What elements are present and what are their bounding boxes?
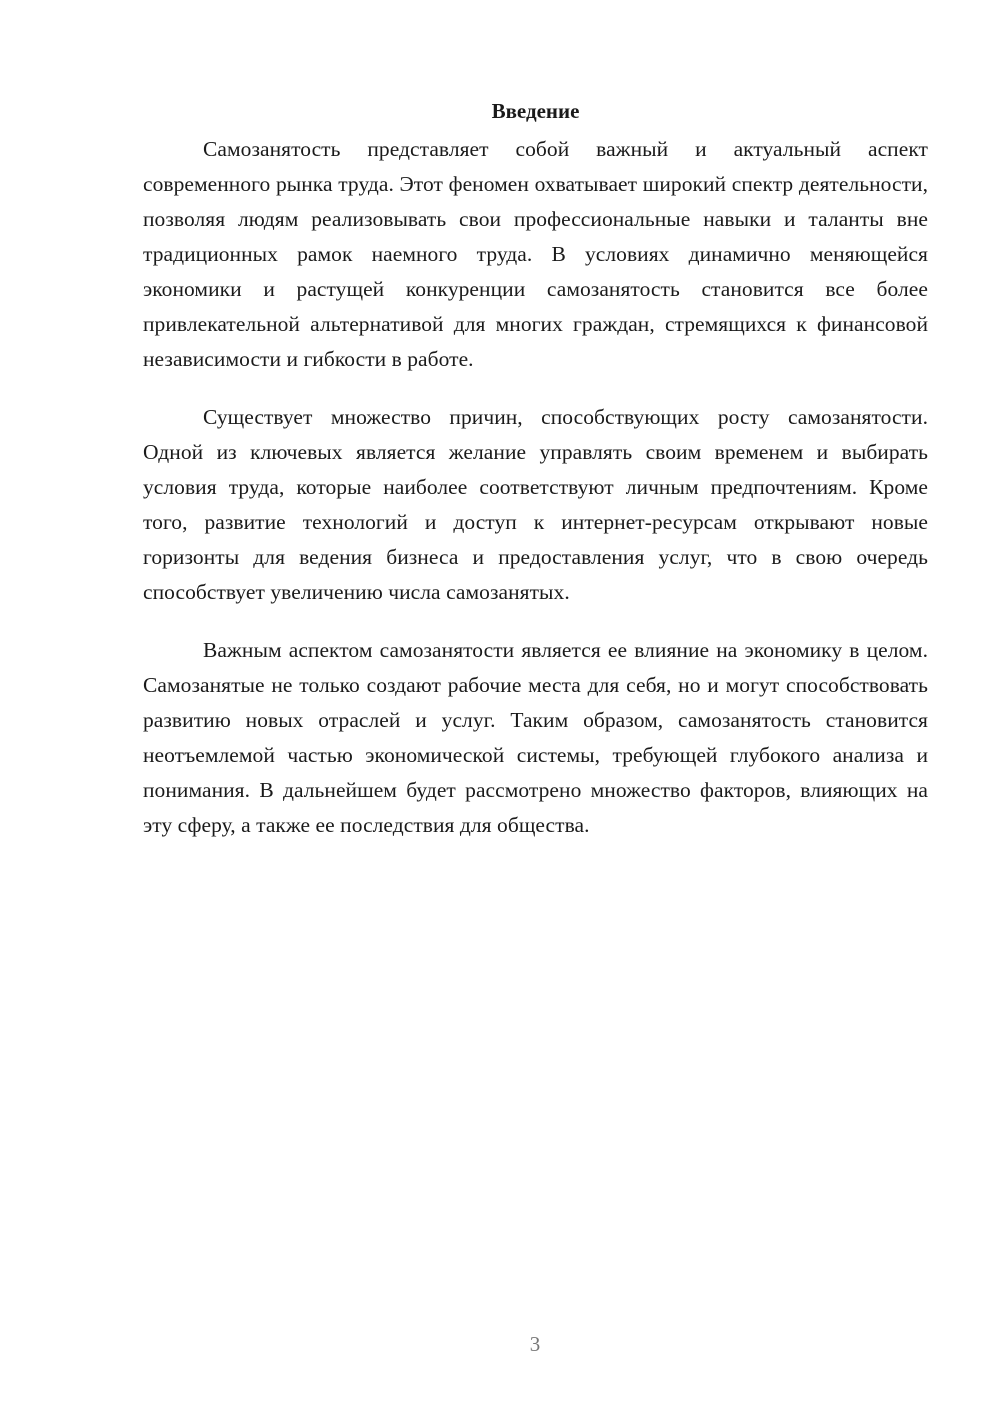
paragraph-2: Существует множество причин, способствующих росту самозанятости. Одной из ключевых является желание управлять своим временем и выбирать условия труда, которые наиболее соответствуют личным предпочтениям. Кроме того, развитие технологий и доступ к интернет-ресурсам открывают новые горизонты для ведения бизнеса и предоставления услуг, что в свою очередь способствует увеличению числа самозанятых. — [143, 405, 928, 604]
page-number: 3 — [529, 1332, 541, 1356]
page-content — [143, 96, 928, 866]
paragraph-1: Самозанятость представляет собой важный и актуальный аспект современного рынка труда. Этот феномен охватывает широкий спектр деятельности, позволяя людям реализовывать свои профессиональные навыки и таланты вне традиционных рамок наемного труда. В условиях динамично меняющейся экономики и растущей конкуренции самозанятость становится все более привлекательной альтернативой для многих граждан, стремящихся к финансовой независимости и гибкости в работе. — [143, 137, 928, 371]
section-heading: Введение — [491, 99, 580, 123]
paragraph-3: Важным аспектом самозанятости является ее влияние на экономику в целом. Самозанятые не только создают рабочие места для себя, но и могут способствовать развитию новых отраслей и услуг. Таким образом, самозанятость становится неотъемлемой частью экономической системы, требующей глубокого анализа и понимания. В дальнейшем будет рассмотрено множество факторов, влияющих на эту сферу, а также ее последствия для общества. — [143, 638, 928, 837]
